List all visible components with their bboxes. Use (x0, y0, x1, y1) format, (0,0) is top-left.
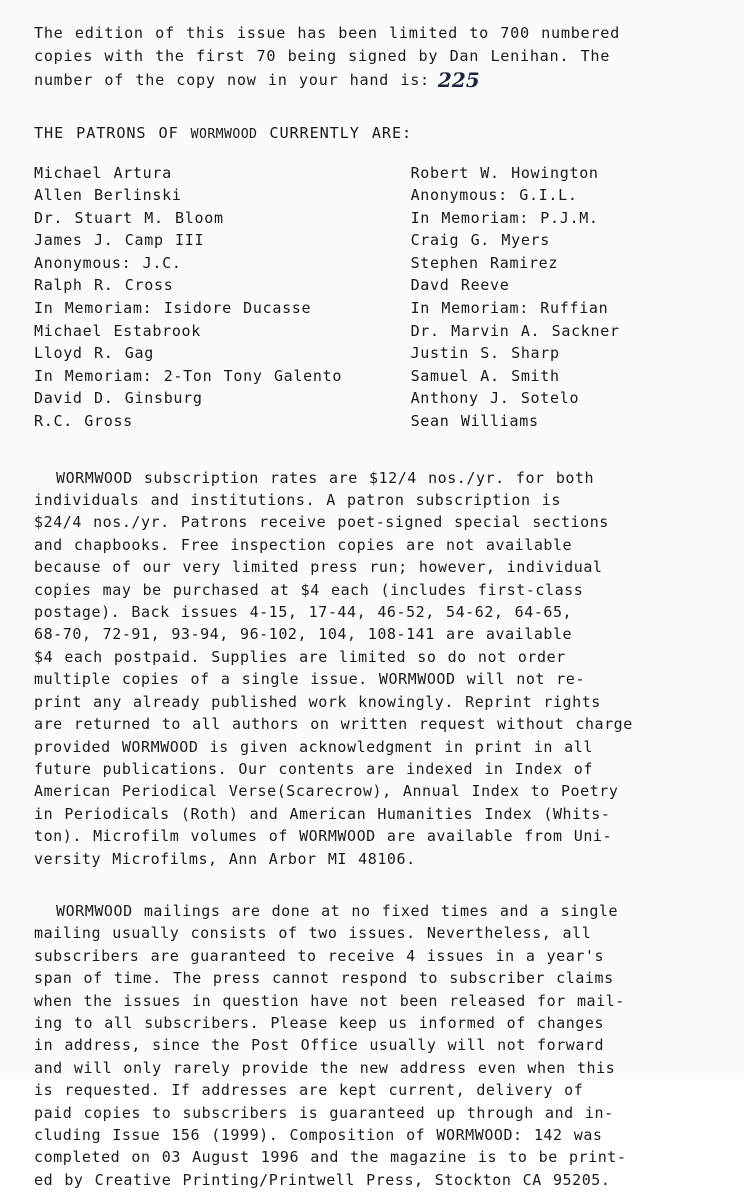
patrons-heading-prefix: THE PATRONS OF (34, 123, 191, 142)
patrons-column-right (411, 162, 718, 433)
paragraph-line: ton). Microfilm volumes of WORMWOOD are available from Uni- (34, 827, 613, 846)
patrons-heading (34, 124, 718, 142)
paragraph-line: and chapbooks. Free inspection copies are not available (34, 535, 573, 554)
paragraph-line: subscribers are guaranteed to receive 4 issues in a year's (34, 946, 605, 965)
paragraph-line: ed by Creative Printing/Printwell Press, Stockton CA 95205. (34, 1170, 611, 1189)
list-item: In Memoriam: Ruffian (410, 299, 609, 318)
patrons-list (34, 162, 718, 433)
subscription-paragraph (34, 467, 718, 870)
paragraph-line: is requested. If addresses are kept current, delivery of (34, 1081, 584, 1100)
limitation-line-2: copies with the first 70 being signed by Dan Lenihan. The (34, 46, 611, 65)
paragraph-line: paid copies to subscribers is guaranteed up through and in- (34, 1103, 614, 1122)
list-item: Dr. Marvin A. Sackner (410, 321, 620, 340)
paragraph-line: ing to all subscribers. Please keep us informed of changes (34, 1013, 605, 1032)
list-item: Robert W. Howington (410, 163, 599, 182)
paragraph-line (34, 900, 718, 922)
patrons-column-left (34, 162, 411, 433)
list-item: Craig G. Myers (410, 231, 551, 250)
list-item: Lloyd R. Gag (34, 344, 154, 363)
limitation-statement (34, 22, 718, 92)
paragraph-line: because of our very limited press run; however, individual (34, 558, 603, 577)
limitation-line-3-text: number of the copy now in your hand is: (34, 71, 430, 89)
wormwood-wordmark: WORMWOOD (190, 126, 258, 142)
paragraph-line: $24/4 nos./yr. Patrons receive poet-signed special sections (34, 513, 609, 532)
paragraph-line: future publications. Our contents are indexed in Index of (34, 759, 593, 778)
paragraph-line-text: WORMWOOD subscription rates are $12/4 nos./yr. for both (56, 468, 595, 487)
list-item: Michael Estabrook (34, 321, 202, 340)
paragraph-line: completed on 03 August 1996 and the magazine is to be print- (34, 1148, 627, 1167)
paragraph-line: copies may be purchased at $4 each (includes first-class (34, 580, 584, 599)
paragraph-line: in Periodicals (Roth) and American Humanities Index (Whits- (34, 804, 611, 823)
limitation-line-1: The edition of this issue has been limited to 700 numbered (34, 24, 620, 42)
paragraph-line: 68-70, 72-91, 93-94, 96-102, 104, 108-141 are available (34, 625, 573, 644)
paragraph-line: American Periodical Verse(Scarecrow), Annual Index to Poetry (34, 782, 619, 801)
paragraph-line: are returned to all authors on written request without charge (34, 715, 633, 734)
patrons-heading-suffix: CURRENTLY ARE: (257, 123, 413, 142)
list-item: In Memoriam: 2-Ton Tony Galento (34, 366, 343, 385)
paragraph-line: individuals and institutions. A patron subscription is (34, 491, 561, 510)
limitation-line-3 (34, 67, 718, 92)
handwritten-copy-number: 225 (437, 68, 480, 92)
paragraph-line: postage). Back issues 4-15, 17-44, 46-52, 54-62, 64-65, (34, 603, 573, 622)
list-item: James J. Camp III (34, 231, 205, 250)
paragraph-line: provided WORMWOOD is given acknowledgment in print in all (34, 737, 593, 756)
list-item: In Memoriam: P.J.M. (410, 208, 599, 227)
list-item: Samuel A. Smith (410, 366, 560, 385)
list-item: Sean Williams (410, 412, 539, 431)
mailings-paragraph (34, 900, 718, 1191)
paragraph-line: versity Microfilms, Ann Arbor MI 48106. (34, 849, 416, 868)
list-item: Justin S. Sharp (410, 344, 560, 363)
list-item: Anthony J. Sotelo (410, 389, 580, 408)
paragraph-line: print any already published work knowingly. Reprint rights (34, 692, 601, 711)
paragraph-line: mailing usually consists of two issues. Nevertheless, all (34, 924, 592, 943)
paragraph-line: span of time. The press cannot respond to subscriber claims (34, 969, 614, 988)
list-item: Michael Artura (34, 163, 172, 182)
list-item: Davd Reeve (410, 276, 510, 295)
list-item: Ralph R. Cross (34, 276, 174, 295)
list-item: Anonymous: G.I.L. (410, 186, 578, 205)
list-item: Dr. Stuart M. Bloom (34, 208, 224, 227)
list-item: Stephen Ramirez (410, 253, 559, 272)
paragraph-line (34, 467, 718, 489)
paragraph-line: $4 each postpaid. Supplies are limited so do not order (34, 647, 566, 666)
paragraph-line: cluding Issue 156 (1999). Composition of WORMWOOD: 142 was (34, 1126, 603, 1144)
paragraph-line: in address, since the Post Office usually will not forward (34, 1036, 605, 1055)
list-item: Allen Berlinski (34, 186, 182, 205)
paragraph-line: when the issues in question have not been released for mail- (34, 991, 625, 1010)
list-item: R.C. Gross (34, 412, 133, 431)
paragraph-line: and will only rarely provide the new address even when this (34, 1058, 616, 1077)
list-item: In Memoriam: Isidore Ducasse (34, 299, 312, 318)
list-item: David D. Ginsburg (34, 389, 203, 408)
paragraph-line: multiple copies of a single issue. WORMWOOD will not re- (34, 670, 585, 689)
list-item: Anonymous: J.C. (34, 253, 182, 272)
paragraph-line-text: WORMWOOD mailings are done at no fixed times and a single (56, 901, 619, 920)
